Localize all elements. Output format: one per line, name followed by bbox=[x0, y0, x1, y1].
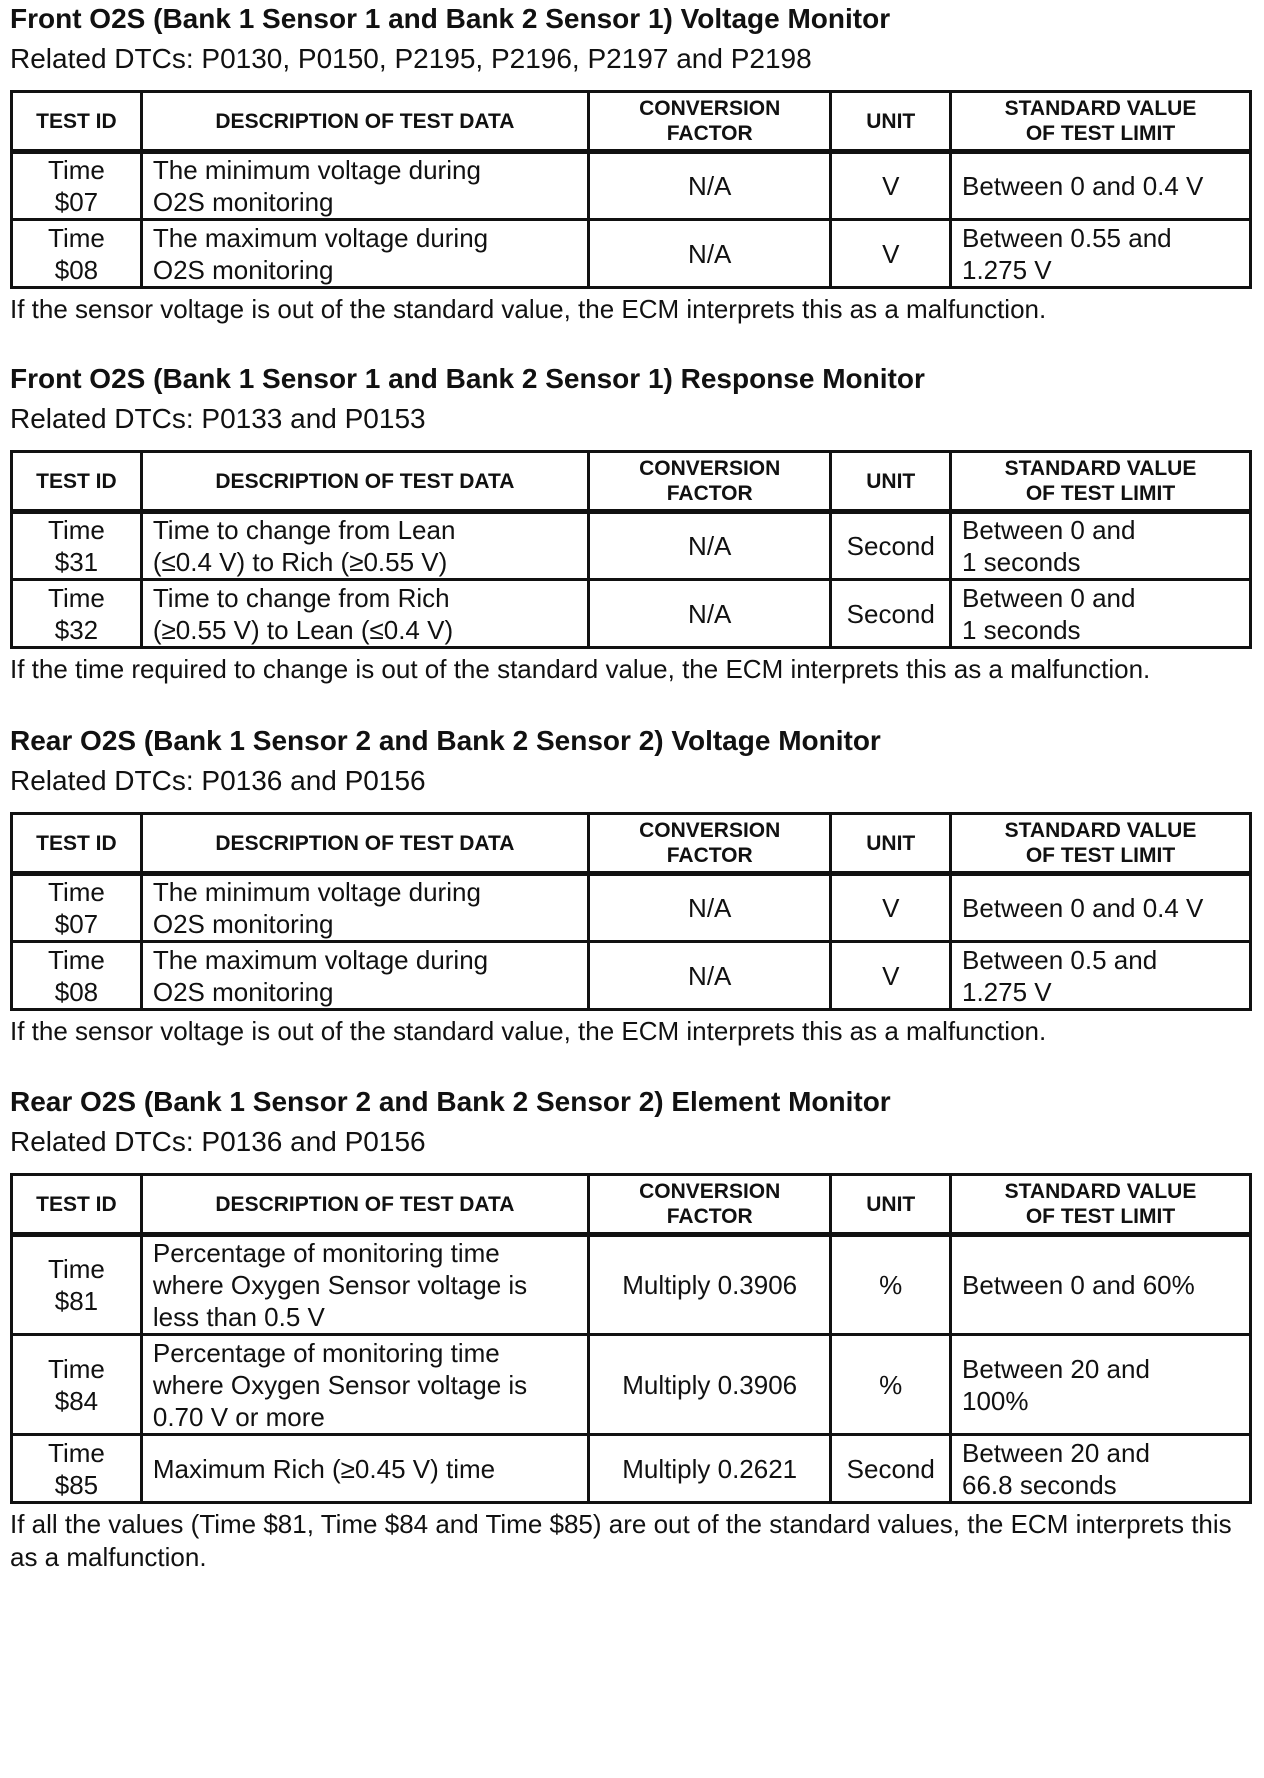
section-title: Front O2S (Bank 1 Sensor 1 and Bank 2 Sensor 1) Voltage Monitor bbox=[10, 3, 891, 34]
cell-line: Percentage of monitoring time bbox=[152, 1238, 500, 1268]
description-cell bbox=[141, 1335, 588, 1435]
test-id-label: Time bbox=[48, 515, 105, 545]
cell-line: 66.8 seconds bbox=[962, 1469, 1117, 1500]
header-line: CONVERSION bbox=[639, 1180, 781, 1203]
section-rear-o2s-voltage bbox=[10, 724, 1252, 1048]
cell-line: Between 0 and 60% bbox=[962, 1270, 1195, 1300]
header-line: CONVERSION bbox=[639, 97, 781, 120]
header-conversion-factor bbox=[588, 814, 831, 874]
conversion-factor-cell: Multiply 0.2621 bbox=[588, 1435, 831, 1503]
header-conversion-factor bbox=[588, 92, 831, 152]
table-header-row bbox=[12, 1175, 1251, 1235]
description-cell bbox=[141, 580, 588, 648]
test-id-code: $08 bbox=[54, 254, 99, 285]
header-line: OF TEST LIMIT bbox=[1025, 844, 1176, 867]
test-id-label: Time bbox=[48, 222, 105, 253]
table-row bbox=[12, 512, 1251, 580]
header-test-id: TEST ID bbox=[12, 1175, 142, 1235]
table-row bbox=[12, 1335, 1251, 1435]
header-line: FACTOR bbox=[666, 482, 753, 505]
cell-line: Between 0.5 and bbox=[962, 944, 1158, 975]
table-header-row bbox=[12, 452, 1251, 512]
unit-cell: V bbox=[831, 874, 951, 942]
unit-cell: V bbox=[831, 152, 951, 220]
header-line: CONVERSION bbox=[639, 819, 781, 842]
test-limit-table bbox=[10, 450, 1252, 649]
header-test-id: TEST ID bbox=[12, 814, 142, 874]
description-cell bbox=[141, 942, 588, 1010]
header-line: FACTOR bbox=[666, 844, 753, 867]
conversion-factor-cell: Multiply 0.3906 bbox=[588, 1235, 831, 1335]
cell-line: (≤0.4 V) to Rich (≥0.55 V) bbox=[152, 547, 448, 577]
test-id-cell bbox=[12, 220, 142, 288]
test-id-cell bbox=[12, 512, 142, 580]
description-cell bbox=[141, 220, 588, 288]
standard-value-cell bbox=[951, 152, 1251, 220]
cell-line: 0.70 V or more bbox=[152, 1401, 325, 1432]
header-standard-value bbox=[951, 92, 1251, 152]
table-row bbox=[12, 580, 1251, 648]
section-title: Rear O2S (Bank 1 Sensor 2 and Bank 2 Sensor 2) Element Monitor bbox=[10, 1086, 891, 1117]
unit-cell: % bbox=[831, 1335, 951, 1435]
section-note: If the time required to change is out of the standard value, the ECM interprets this as a malfunction. bbox=[10, 654, 1151, 684]
cell-line: Between 0 and bbox=[962, 515, 1136, 545]
standard-value-cell bbox=[951, 220, 1251, 288]
table-header-row bbox=[12, 814, 1251, 874]
section-note: If all the values (Time $81, Time $84 and Time $85) are out of the standard values, the ECM interprets this as a malfunction. bbox=[10, 1509, 1232, 1572]
table-row bbox=[12, 220, 1251, 288]
cell-line: The maximum voltage during bbox=[152, 222, 489, 253]
header-line: STANDARD VALUE bbox=[1004, 457, 1197, 480]
test-id-cell bbox=[12, 152, 142, 220]
test-id-code: $84 bbox=[54, 1385, 99, 1416]
related-dtcs: Related DTCs: P0136 and P0156 bbox=[10, 765, 426, 796]
header-unit: UNIT bbox=[831, 452, 951, 512]
table-row bbox=[12, 942, 1251, 1010]
test-limit-table bbox=[10, 90, 1252, 289]
cell-line: Maximum Rich (≥0.45 V) time bbox=[152, 1453, 496, 1484]
header-line: STANDARD VALUE bbox=[1004, 97, 1197, 120]
cell-line: O2S monitoring bbox=[152, 909, 334, 939]
header-standard-value bbox=[951, 1175, 1251, 1235]
test-id-label: Time bbox=[48, 1437, 105, 1468]
header-line: OF TEST LIMIT bbox=[1025, 1205, 1176, 1228]
test-id-label: Time bbox=[48, 944, 105, 975]
header-line: OF TEST LIMIT bbox=[1025, 122, 1176, 145]
test-id-label: Time bbox=[48, 877, 105, 907]
cell-line: Between 20 and bbox=[962, 1437, 1150, 1468]
conversion-factor-cell: N/A bbox=[588, 942, 831, 1010]
related-dtcs: Related DTCs: P0133 and P0153 bbox=[10, 403, 426, 434]
section-front-o2s-voltage bbox=[10, 2, 1252, 326]
cell-line: O2S monitoring bbox=[152, 187, 334, 217]
header-line: CONVERSION bbox=[639, 457, 781, 480]
header-line: STANDARD VALUE bbox=[1004, 819, 1197, 842]
cell-line: Between 0 and 0.4 V bbox=[962, 171, 1204, 201]
standard-value-cell bbox=[951, 512, 1251, 580]
conversion-factor-cell: Multiply 0.3906 bbox=[588, 1335, 831, 1435]
conversion-factor-cell: N/A bbox=[588, 580, 831, 648]
cell-line: 1 seconds bbox=[962, 614, 1081, 645]
test-id-code: $07 bbox=[54, 909, 99, 939]
cell-line: 1.275 V bbox=[962, 254, 1052, 285]
cell-line: O2S monitoring bbox=[152, 976, 334, 1007]
test-id-cell bbox=[12, 1235, 142, 1335]
test-id-code: $07 bbox=[54, 187, 99, 217]
cell-line: less than 0.5 V bbox=[152, 1302, 325, 1332]
related-dtcs: Related DTCs: P0130, P0150, P2195, P2196, P2197 and P2198 bbox=[10, 43, 812, 74]
cell-line: 1.275 V bbox=[962, 976, 1052, 1007]
cell-line: The minimum voltage during bbox=[152, 155, 481, 185]
test-id-code: $85 bbox=[54, 1469, 99, 1500]
test-id-code: $31 bbox=[54, 547, 99, 577]
conversion-factor-cell: N/A bbox=[588, 512, 831, 580]
test-id-code: $32 bbox=[54, 614, 99, 645]
header-line: OF TEST LIMIT bbox=[1025, 482, 1176, 505]
test-id-cell bbox=[12, 1435, 142, 1503]
cell-line: O2S monitoring bbox=[152, 254, 334, 285]
section-title: Front O2S (Bank 1 Sensor 1 and Bank 2 Sensor 1) Response Monitor bbox=[10, 363, 925, 394]
header-description: DESCRIPTION OF TEST DATA bbox=[141, 92, 588, 152]
standard-value-cell bbox=[951, 1335, 1251, 1435]
description-cell bbox=[141, 512, 588, 580]
conversion-factor-cell: N/A bbox=[588, 874, 831, 942]
test-id-code: $81 bbox=[54, 1286, 99, 1316]
conversion-factor-cell: N/A bbox=[588, 152, 831, 220]
standard-value-cell bbox=[951, 1235, 1251, 1335]
description-cell bbox=[141, 1235, 588, 1335]
cell-line: Percentage of monitoring time bbox=[152, 1337, 500, 1368]
header-line: FACTOR bbox=[666, 1205, 753, 1228]
unit-cell: V bbox=[831, 942, 951, 1010]
header-description: DESCRIPTION OF TEST DATA bbox=[141, 814, 588, 874]
cell-line: Between 0.55 and bbox=[962, 222, 1172, 253]
standard-value-cell bbox=[951, 1435, 1251, 1503]
header-test-id: TEST ID bbox=[12, 92, 142, 152]
cell-line: Time to change from Lean bbox=[152, 515, 456, 545]
cell-line: Between 0 and 0.4 V bbox=[962, 893, 1204, 923]
section-front-o2s-response bbox=[10, 362, 1252, 686]
cell-line: 1 seconds bbox=[962, 547, 1081, 577]
header-line: FACTOR bbox=[666, 122, 753, 145]
table-row bbox=[12, 1435, 1251, 1503]
test-id-cell bbox=[12, 942, 142, 1010]
test-id-cell bbox=[12, 1335, 142, 1435]
cell-line: where Oxygen Sensor voltage is bbox=[152, 1369, 528, 1400]
header-test-id: TEST ID bbox=[12, 452, 142, 512]
table-row bbox=[12, 1235, 1251, 1335]
unit-cell: Second bbox=[831, 580, 951, 648]
cell-line: Between 0 and bbox=[962, 582, 1136, 613]
test-id-cell bbox=[12, 874, 142, 942]
description-cell bbox=[141, 1435, 588, 1503]
section-note: If the sensor voltage is out of the standard value, the ECM interprets this as a malfunction. bbox=[10, 294, 1047, 324]
section-rear-o2s-element bbox=[10, 1085, 1252, 1574]
standard-value-cell bbox=[951, 942, 1251, 1010]
cell-line: Between 20 and bbox=[962, 1353, 1150, 1384]
cell-line: Time to change from Rich bbox=[152, 582, 450, 613]
header-unit: UNIT bbox=[831, 92, 951, 152]
cell-line: (≥0.55 V) to Lean (≤0.4 V) bbox=[152, 614, 454, 645]
header-standard-value bbox=[951, 814, 1251, 874]
section-note: If the sensor voltage is out of the standard value, the ECM interprets this as a malfunction. bbox=[10, 1016, 1047, 1046]
cell-line: where Oxygen Sensor voltage is bbox=[152, 1270, 528, 1300]
unit-cell: Second bbox=[831, 1435, 951, 1503]
header-description: DESCRIPTION OF TEST DATA bbox=[141, 1175, 588, 1235]
section-title: Rear O2S (Bank 1 Sensor 2 and Bank 2 Sensor 2) Voltage Monitor bbox=[10, 725, 881, 756]
header-line: STANDARD VALUE bbox=[1004, 1180, 1197, 1203]
test-limit-table bbox=[10, 1173, 1252, 1504]
standard-value-cell bbox=[951, 580, 1251, 648]
cell-line: The maximum voltage during bbox=[152, 944, 489, 975]
cell-line: 100% bbox=[962, 1385, 1029, 1416]
header-description: DESCRIPTION OF TEST DATA bbox=[141, 452, 588, 512]
header-conversion-factor bbox=[588, 452, 831, 512]
description-cell bbox=[141, 874, 588, 942]
unit-cell: Second bbox=[831, 512, 951, 580]
table-header-row bbox=[12, 92, 1251, 152]
table-row bbox=[12, 152, 1251, 220]
header-unit: UNIT bbox=[831, 1175, 951, 1235]
description-cell bbox=[141, 152, 588, 220]
header-conversion-factor bbox=[588, 1175, 831, 1235]
test-limit-table bbox=[10, 812, 1252, 1011]
cell-line: The minimum voltage during bbox=[152, 877, 481, 907]
test-id-code: $08 bbox=[54, 976, 99, 1007]
unit-cell: % bbox=[831, 1235, 951, 1335]
test-id-label: Time bbox=[48, 1254, 105, 1284]
test-id-label: Time bbox=[48, 155, 105, 185]
unit-cell: V bbox=[831, 220, 951, 288]
header-standard-value bbox=[951, 452, 1251, 512]
header-unit: UNIT bbox=[831, 814, 951, 874]
related-dtcs: Related DTCs: P0136 and P0156 bbox=[10, 1126, 426, 1157]
test-id-label: Time bbox=[48, 1353, 105, 1384]
test-id-cell bbox=[12, 580, 142, 648]
conversion-factor-cell: N/A bbox=[588, 220, 831, 288]
standard-value-cell bbox=[951, 874, 1251, 942]
test-id-label: Time bbox=[48, 582, 105, 613]
table-row bbox=[12, 874, 1251, 942]
